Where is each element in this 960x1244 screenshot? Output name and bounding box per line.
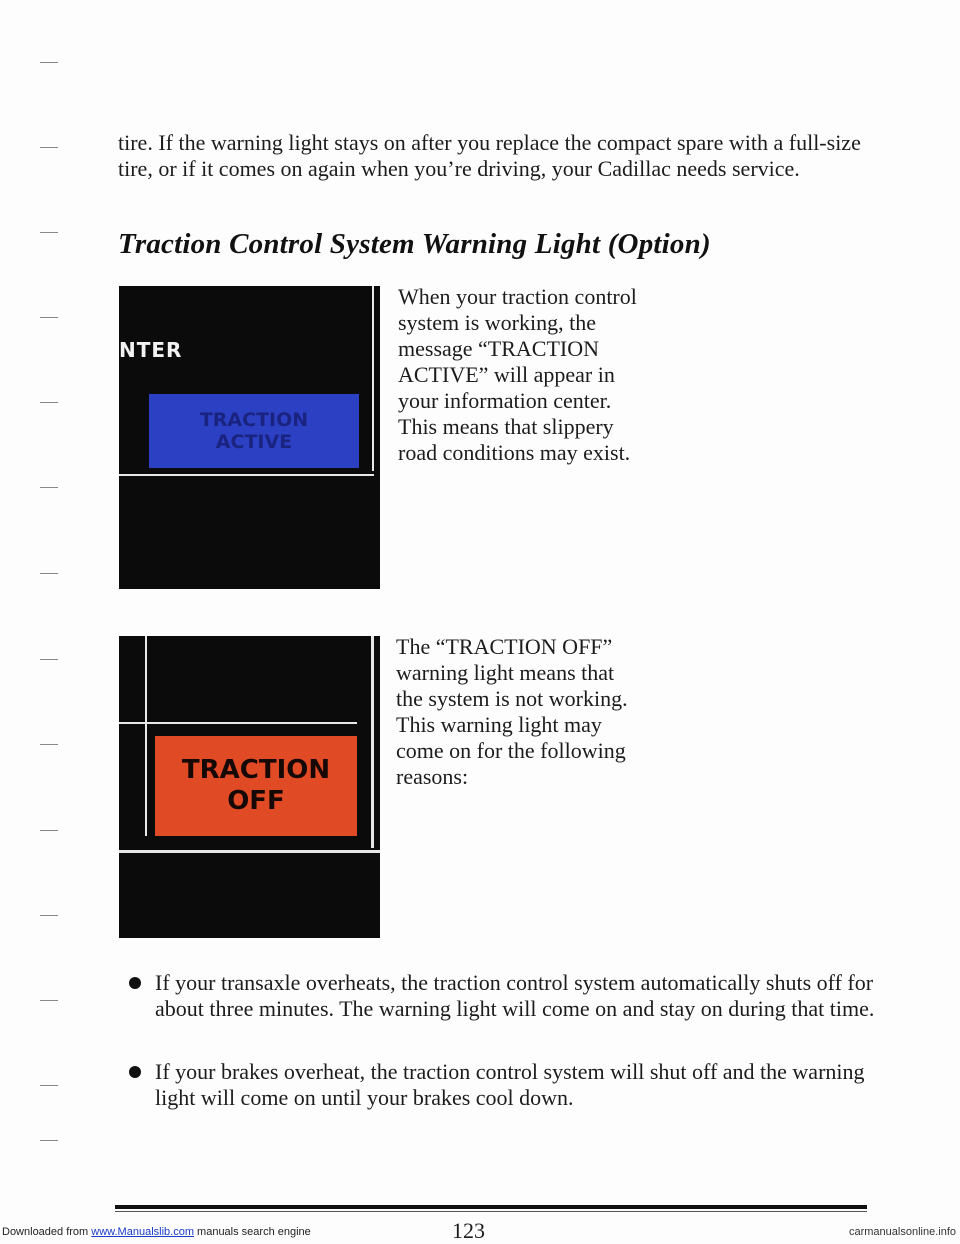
margin-tick: [40, 1085, 58, 1086]
margin-tick: [40, 1000, 58, 1001]
photo-frame-line: [372, 286, 374, 471]
margin-tick: [40, 62, 58, 63]
information-center-partial-label: NTER: [119, 338, 183, 362]
panel-text-line: OFF: [227, 786, 285, 816]
margin-tick: [40, 915, 58, 916]
list-item-text: If your brakes overheat, the traction control system will shut off and the warning light will come on until your brakes cool down.: [155, 1059, 865, 1110]
panel-text-line: TRACTION: [181, 755, 331, 785]
traction-active-description: When your traction control system is working, the message “TRACTION ACTIVE” will appear in your information center. This means that slippery road conditions may exist.: [398, 284, 637, 465]
traction-off-panel: [155, 736, 357, 836]
section-heading: Traction Control System Warning Light (Option): [118, 228, 711, 260]
margin-tick: [40, 1140, 58, 1141]
margin-tick: [40, 659, 58, 660]
photo-frame-line: [371, 636, 374, 848]
list-item-text: If your transaxle overheats, the traction control system automatically shuts off for about three minutes. The warning light will come on and stay on during that time.: [155, 970, 875, 1021]
watermark-site: carmanualsonline.info: [848, 1226, 956, 1238]
panel-text-line: TRACTION: [199, 409, 309, 431]
traction-off-description: The “TRACTION OFF” warning light means that the system is not working. This warning light may come on for the following reasons:: [396, 634, 628, 789]
panel-text-line: ACTIVE: [215, 431, 293, 453]
margin-tick: [40, 317, 58, 318]
photo-frame-line: [119, 850, 380, 853]
margin-tick: [40, 573, 58, 574]
bullet-icon: [129, 977, 141, 989]
traction-active-photo: [119, 286, 380, 589]
download-suffix: manuals search engine: [193, 1226, 311, 1238]
page-number: 123: [452, 1218, 485, 1243]
margin-tick: [40, 402, 58, 403]
margin-tick: [40, 830, 58, 831]
traction-off-photo: [119, 636, 380, 938]
margin-tick: [40, 487, 58, 488]
margin-tick: [40, 232, 58, 233]
margin-tick: [40, 744, 58, 745]
margin-tick: [40, 147, 58, 148]
list-item: [155, 1059, 875, 1111]
download-prefix: Downloaded from: [2, 1226, 92, 1238]
photo-frame-line: [119, 474, 374, 476]
manualslib-link[interactable]: www.Manualslib.com: [91, 1226, 194, 1238]
bullet-icon: [129, 1066, 141, 1078]
photo-frame-line: [119, 722, 357, 724]
list-item: [155, 970, 875, 1022]
traction-active-panel: [149, 394, 359, 468]
download-notice: [2, 1226, 311, 1238]
footer-rule: [115, 1205, 867, 1209]
intro-paragraph: tire. If the warning light stays on after you replace the compact spare with a full-size tire, or if it comes on again when you’re driving, your Cadillac needs service.: [118, 130, 861, 181]
footer-rule: [115, 1211, 867, 1212]
photo-frame-line: [145, 636, 147, 836]
